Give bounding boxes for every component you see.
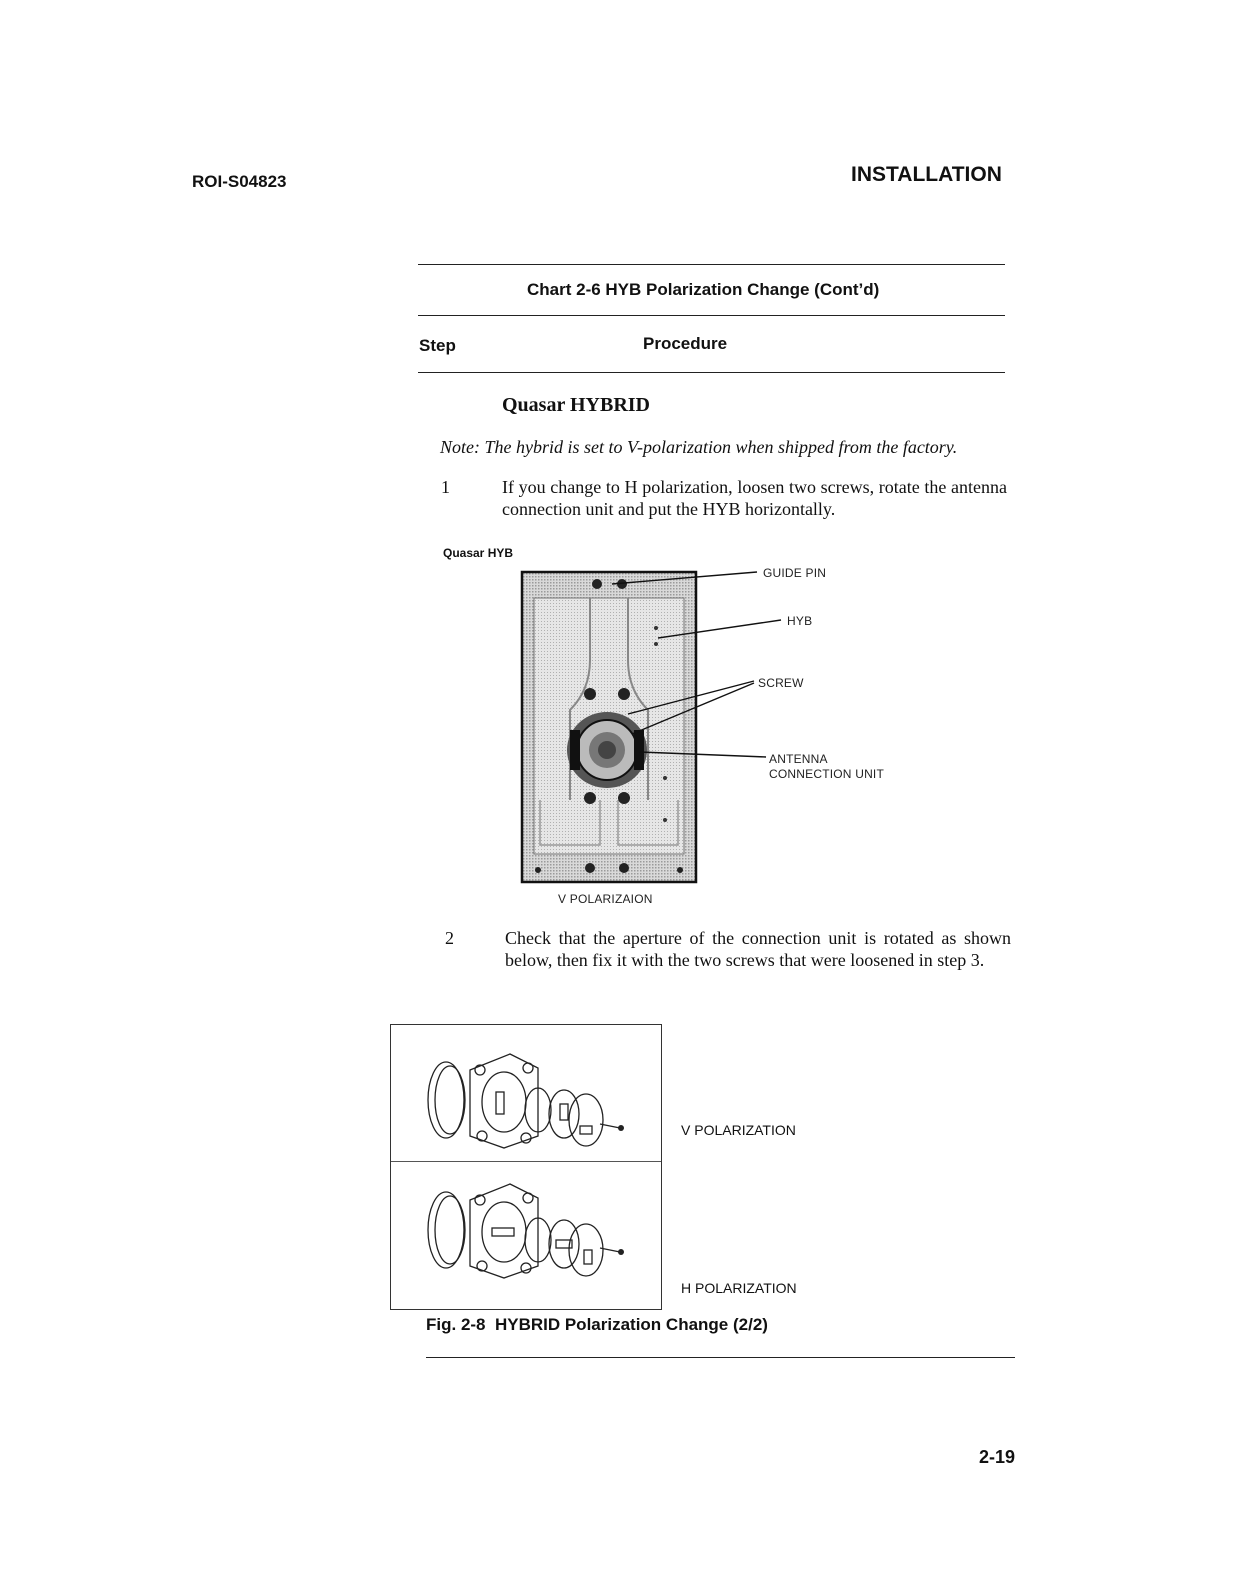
h-polarization-label: H POLARIZATION (681, 1280, 797, 1296)
label-connection-unit: CONNECTION UNIT (769, 767, 884, 781)
bottom-rule (426, 1357, 1015, 1358)
subsection-title: Quasar HYBRID (502, 394, 650, 416)
label-guide-pin: GUIDE PIN (763, 566, 827, 580)
chart-title: Chart 2-6 HYB Polarization Change (Cont’d) (527, 280, 880, 299)
v-polarization-label: V POLARIZATION (681, 1122, 796, 1138)
step-number: 1 (441, 477, 450, 497)
label-hyb: HYB (787, 614, 813, 628)
column-header-step: Step (419, 336, 456, 355)
label-v-polarization: V POLARIZAION (558, 892, 653, 906)
step-text: If you change to H polarization, loosen two screws, rotate the antenna connection unit and put the HYB horizontally. (502, 477, 1007, 519)
h-polarization-exploded-view (420, 1178, 640, 1296)
section-title: INSTALLATION (851, 163, 1002, 186)
label-screw: SCREW (758, 676, 804, 690)
step-number: 2 (445, 928, 454, 948)
figure-caption-2-8: Fig. 2-8 HYBRID Polarization Change (2/2) (426, 1315, 768, 1334)
figure-divider (391, 1161, 661, 1162)
figure-caption: Quasar HYB (443, 546, 514, 560)
step-text: Check that the aperture of the connection unit is rotated as shown below, then fix it with the two screws that were loosened in step 3. (505, 928, 1011, 970)
v-polarization-exploded-view (420, 1040, 640, 1158)
document-id: ROI-S04823 (192, 172, 287, 191)
page-number: 2-19 (979, 1447, 1016, 1467)
factory-note: Note: The hybrid is set to V-polarization when shipped from the factory. (440, 437, 958, 457)
label-antenna: ANTENNA (769, 752, 828, 766)
column-header-procedure: Procedure (643, 334, 728, 353)
